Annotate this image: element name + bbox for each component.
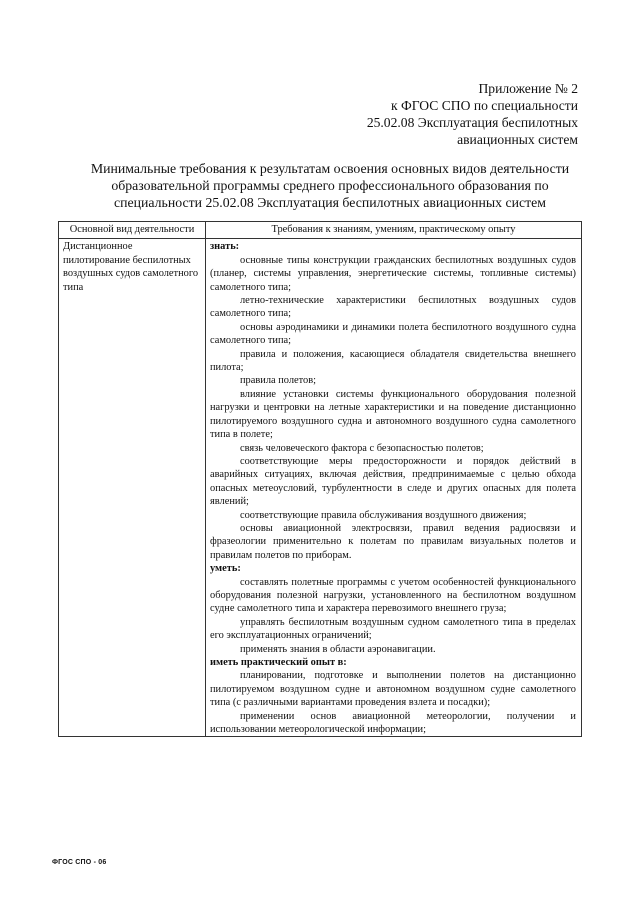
list-item: соответствующие правила обслуживания воздушного движения; [240,509,527,521]
list-item: соответствующие меры предосторожности и порядок действий в аварийных ситуациях, включая действия, предпринимаемые с целью обхода опасных метеоусловий, турбулентности в следе и других опасных для полета явлений; [210,455,576,508]
list-item: связь человеческого фактора с безопасностью полетов; [240,442,484,454]
list-item: основные типы конструкции гражданских беспилотных воздушных судов (планер, системы управления, энергетические системы, топливные системы) самолетного типа; [210,254,576,293]
table-row [59,239,582,737]
requirements-cell [206,239,582,737]
document-title [80,160,580,211]
section-heading-experience: иметь практический опыт в: [210,657,347,668]
appendix-line: к ФГОС СПО по специальности [391,98,578,113]
appendix-line: 25.02.08 Эксплуатация беспилотных [366,115,578,130]
appendix-line: авиационных систем [457,132,578,147]
table-header-row [59,222,582,239]
list-item: применении основ авиационной метеорологии, получении и использовании метеорологической информации; [210,710,576,736]
list-item: составлять полетные программы с учетом особенностей функционального оборудования полезной нагрузки, установленного на беспилотном воздушном судне самолетного типа и характера перевозимого внешнего груза; [210,576,576,615]
activity-cell: Дистанционное пилотирование беспилотных воздушных судов самолетного типа [59,239,206,737]
page-footer: ФГОС СПО - 06 [52,859,107,866]
list-item: управлять беспилотным воздушным судном самолетного типа в пределах его эксплуатационных ограничений; [210,616,576,642]
list-item: планировании, подготовке и выполнении полетов на дистанционно пилотируемом воздушном судне и автономном воздушном судне самолетного типа (с различными вариантами проведения взлета и посадки); [210,670,576,709]
title-line: специальности 25.02.08 Эксплуатация беспилотных авиационных систем [114,195,546,210]
section-heading-skills: уметь: [210,563,241,575]
appendix-line: Приложение № 2 [478,81,578,96]
list-item: правила и положения, касающиеся обладателя свидетельства внешнего пилота; [210,348,576,374]
section-heading-know: знать: [210,241,240,253]
list-item: летно-технические характеристики беспилотных воздушных судов самолетного типа; [210,295,576,320]
list-item: влияние установки системы функционального оборудования полезной нагрузки и центровки на летные характеристики и на поведение дистанционно пилотируемого воздушного судна и автономного воздушного судна самолетного типа в полете; [210,388,576,441]
appendix-heading [318,80,578,148]
header-requirements: Требования к знаниям, умениям, практическому опыту [206,222,582,239]
list-item: применять знания в области аэронавигации. [240,643,436,655]
title-line: Минимальные требования к результатам освоения основных видов деятельности [90,161,570,176]
list-item: правила полетов; [240,375,317,387]
requirements-table [58,221,582,737]
list-item: основы авиационной электросвязи, правил ведения радиосвязи и фразеологии применительно к полетам по правилам визуальных полетов и правилам полетов по приборам. [210,522,576,561]
title-line: образовательной программы среднего профессионального образования по [111,178,549,193]
header-activity: Основной вид деятельности [59,222,206,239]
list-item: основы аэродинамики и динамики полета беспилотного воздушного судна самолетного типа; [210,321,576,347]
